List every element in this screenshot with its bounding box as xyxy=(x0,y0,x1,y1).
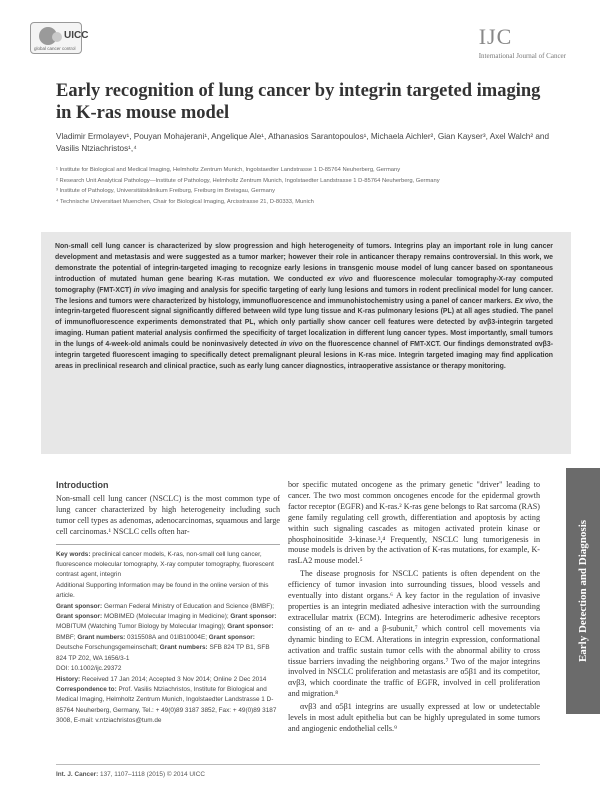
key-words: Key words: preclinical cancer models, K-ras, non-small cell lung cancer, fluorescence molecular tomography, X-ray computer tomography, fluorescent contrast agent, integrin xyxy=(56,550,274,579)
citation-footer: Int. J. Cancer: 137, 1107–1118 (2015) © 2014 UICC xyxy=(56,771,205,778)
paragraph-1: bor specific mutated oncogene as the primary genetic "driver" leading to cancer. The two most common oncogenes encode for the epidermal growth factor receptor (EGFR) and K-ras.² K-ras gene belongs to Rat sarcoma (RAS) gene family regulating cell growth, differentiation and apoptosis by acting within such signaling cascades as mitogen activated protein kinase or phosphoinositide 3-kinase.³,⁴ Frequently, NSCLC lung tumorigenesis in mouse models is driven by the activation of K-ras mutations, for example, K-rasLA2 mouse model.⁵ xyxy=(288,480,540,566)
uicc-logo xyxy=(30,22,116,58)
affiliations xyxy=(56,165,556,207)
affiliation-4: ⁴ Technische Universitaet Muenchen, Chair for Biological Imaging, Arcisstrasse 21, D-80333, Munich xyxy=(56,198,314,205)
logo-subtitle: global cancer control xyxy=(34,46,76,51)
affiliation-1: ¹ Institute for Biological and Medical Imaging, Helmholtz Zentrum Munich, Ingolstaedter Landstrasse 1 D-85764 Neuherberg, Germany xyxy=(56,167,401,173)
introduction-heading: Introduction xyxy=(56,480,109,490)
paragraph-2: The disease prognosis for NSCLC patients is often dependent on the efficiency of tumor invasion into surrounding tissues, blood vessels and eventually into distant organs.⁶ A key factor in the regulation of invasive properties is an integrin mediated adhesive interaction with the surrounding extracellular matrix (ECM). Integrins are heterodimeric adhesive receptors consisting of an α- and a β-subunit,⁷ which control cell movements via dynamic binding to ECM. Alterations in integrin expression, conformational activation and traffic sustain tumor cells with the abnormal ability to cross tissue barriers invading the neighboring organs.⁷ Two of the major integrins involved in NSCLC proliferation and metastasis are α5β1 and its competitor, αvβ3, which coordinate the traffic of EGFR, involved in cell proliferation and migration.⁸ xyxy=(288,569,540,699)
affiliation-2: ² Research Unit Analytical Pathology—Institute of Pathology, Helmholtz Zentrum Munich, Ingolstaedter Landstrasse 1 D-85764 Neuherberg, Germany xyxy=(56,177,440,184)
article-title: Early recognition of lung cancer by integrin targeted imaging in K-ras mouse model xyxy=(56,81,541,123)
left-column xyxy=(56,480,280,727)
logo-name: UICC xyxy=(64,30,89,41)
right-column xyxy=(288,480,540,735)
journal-abbreviation: IJC xyxy=(478,24,513,49)
affiliation-3: ³ Institute of Pathology, Universitätsklinikum Freiburg, Freiburg im Breisgau, Germany xyxy=(56,188,275,194)
footer-divider xyxy=(56,764,540,765)
divider xyxy=(56,544,280,545)
introduction-text: Non-small cell lung cancer (NSCLC) is the most common type of lung cancer characterized by high heterogeneity including such tumor cell types as adenomas, adenocarcinomas, squamous and large cell carcinomas.¹ NSCLC cells often har- xyxy=(56,494,280,536)
additional-info: Additional Supporting Information may be found in the online version of this article. xyxy=(56,581,269,600)
side-tab-label: Early Detection and Diagnosis xyxy=(577,519,589,663)
abstract-text: Non-small cell lung cancer is characterized by slow progression and high heterogeneity of tumors. Integrins play an important role in lung cancer development and metastasis and were suggested as a tumor marker; however their role in anticancer therapy remains controversial. In this work, we demonstrate the potential of integrin-targeted imaging to recognize early lesions in transgenic mouse model of lung cancer based on spontaneous introduction of mutated human gene bearing K-ras mutation. We conducted ex vivo and fluorescence molecular tomography-X-ray computed tomography (FMT-XCT) in vivo imaging and analysis for specific targeting of early lung lesions and tumors in rodent preclinical model for lung cancer. The lesions and tumors were characterized by histology, immunofluorescence and immunohistochemistry using a panel of cancer markers. Ex vivo, the integrin-targeted fluorescent signal significantly differed between wild type lung tissue and K-ras pulmonary lesions (PL) at all ages studied. The panel of immunofluorescence experiments demonstrated that PL, which only partially show cancer cell features were detected by αvβ3-integrin targeted imaging. Human patient material analysis confirmed the specificity of target localization in different lung cancer types. Most importantly, small tumors in the lungs of 4-week-old animals could be noninvasively detected in vivo on the fluorescence channel of FMT-XCT. Our findings demonstrated αvβ3-integrin targeted fluorescent imaging to specifically detect premalignant pleural lesions in K-ras mice. Integrin targeted imaging may find application areas in preclinical research and clinical practice, such as early lung cancer diagnostics, intraoperative assistance or therapy monitoring. xyxy=(55,243,554,370)
doi: DOI: 10.1002/ijc.29372 xyxy=(56,665,122,673)
journal-name: International Journal of Cancer xyxy=(478,52,566,60)
history: History: Received 17 Jan 2014; Accepted 3 Nov 2014; Online 2 Dec 2014 xyxy=(56,675,267,683)
journal-header xyxy=(479,26,566,60)
correspondence: Correspondence to: Prof. Vasilis Ntziachristos, Institute for Biological and Medical Imaging, Helmholtz Zentrum Munich, Ingolstaedter Landstrasse 1 D-85764 Neuherberg, Germany, Tel.: + 49(0)89 3187 3852, Fax: + 49(0)89 3187 3008, E-mail: v.ntziachristos@tum.de xyxy=(56,685,277,725)
logo-dot xyxy=(52,32,62,42)
section-side-tab xyxy=(566,468,600,714)
author-list: Vladimir Ermolayev¹, Pouyan Mohajerani¹, Angelique Ale¹, Athanasios Sarantopoulos¹, Michaela Aichler², Gian Kayser³, Axel Walch² and Vasilis Ntziachristos¹,⁴ xyxy=(56,132,550,153)
abstract-box xyxy=(41,232,571,454)
grant-info: Grant sponsor: German Federal Ministry of Education and Science (BMBF); Grant sponsor: MOBIMED (Molecular Imaging in Medicine); Grant sponsor: MOBITUM (Watching Tumor Biology by Molecular Imaging); Grant sponsor: BMBF; Grant numbers: 0315508A and 01IB10004E; Grant sponsor: Deutsche Forschungsgemeinschaft; Grant numbers: SFB 824 TP B1, SFB 824 TP Z02, WA 1656/3-1 xyxy=(56,602,277,662)
paragraph-3: αvβ3 and α5β1 integrins are usually expressed at low or undetectable levels in most adult epithelia but can be highly upregulated in some tumors and angiogenic endothelial cells.⁹ xyxy=(288,702,540,733)
